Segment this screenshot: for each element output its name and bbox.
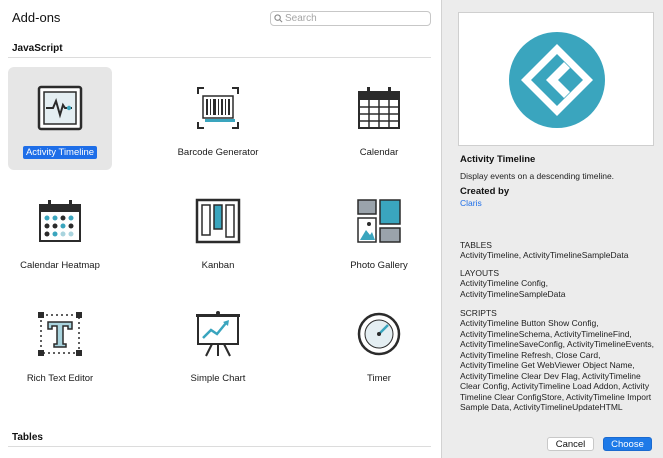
tile-label: Calendar Heatmap: [20, 260, 100, 271]
addon-preview: [458, 12, 654, 146]
tile-rich-text-editor[interactable]: [8, 293, 112, 396]
timer-icon: [355, 310, 403, 358]
addon-name: Activity Timeline: [460, 154, 536, 165]
layouts-label: LAYOUTS: [460, 268, 500, 278]
rich-text-icon: [36, 310, 84, 358]
section-divider: [8, 446, 431, 447]
section-javascript: JavaScript: [12, 43, 63, 54]
tables-list: ActivityTimeline, ActivityTimelineSampleData: [460, 250, 629, 260]
tile-label: Calendar: [359, 147, 399, 158]
search-placeholder: Search: [285, 13, 317, 24]
scripts-label: SCRIPTS: [460, 308, 497, 318]
tile-label: Simple Chart: [190, 373, 246, 384]
tile-calendar[interactable]: [327, 67, 431, 170]
scripts-list: ActivityTimeline Button Show Config, ActivityTimelineSchema, ActivityTimelineFind, ActivityTimelineSaveConfig, ActivityTimelineEvents, ActivityTimeline Refresh, Close Card, ActivityTimeline Get WebViewer Object Name, ActivityTimeline Clear Dev Flag, ActivityTimeline Clear Config, ActivityTimeline Load Addon, Activity Timeline Clear ConfigStore, ActivityTimeline Import Sample Data, ActivityTimelineUpdateHTML: [460, 318, 654, 412]
tile-kanban[interactable]: [166, 180, 270, 283]
window-title: Add-ons: [12, 10, 61, 25]
search-icon: [274, 14, 283, 23]
tile-label: Photo Gallery: [350, 260, 408, 271]
layouts-list: ActivityTimeline Config, ActivityTimelineSampleData: [460, 278, 566, 299]
barcode-icon: [194, 84, 242, 132]
addon-description: Display events on a descending timeline.: [460, 171, 615, 181]
simple-chart-icon: [194, 310, 242, 358]
tile-timer[interactable]: [327, 293, 431, 396]
tile-photo-gallery[interactable]: [327, 180, 431, 283]
choose-button[interactable]: Choose: [603, 437, 652, 451]
tile-label: Activity Timeline: [23, 146, 97, 159]
photo-gallery-icon: [355, 197, 403, 245]
cancel-button[interactable]: Cancel: [547, 437, 594, 451]
created-by-link[interactable]: Claris: [460, 198, 482, 208]
search-input[interactable]: [270, 11, 431, 26]
activity-timeline-logo: [507, 30, 607, 130]
activity-timeline-icon: [36, 84, 84, 132]
tables-label: TABLES: [460, 240, 492, 250]
calendar-icon: [355, 84, 403, 132]
tile-label: Barcode Generator: [177, 147, 259, 158]
tile-barcode-generator[interactable]: [166, 67, 270, 170]
created-by-label: Created by: [460, 186, 510, 197]
section-tables: Tables: [12, 432, 43, 443]
tile-label: Timer: [367, 373, 391, 384]
kanban-icon: [194, 197, 242, 245]
tile-calendar-heatmap[interactable]: [8, 180, 112, 283]
details-pane: [441, 0, 663, 458]
tile-label: Kanban: [201, 260, 235, 271]
calendar-heatmap-icon: [36, 197, 84, 245]
tile-simple-chart[interactable]: [166, 293, 270, 396]
tile-label: Rich Text Editor: [26, 373, 94, 384]
tile-activity-timeline[interactable]: [8, 67, 112, 170]
section-divider: [8, 57, 431, 58]
